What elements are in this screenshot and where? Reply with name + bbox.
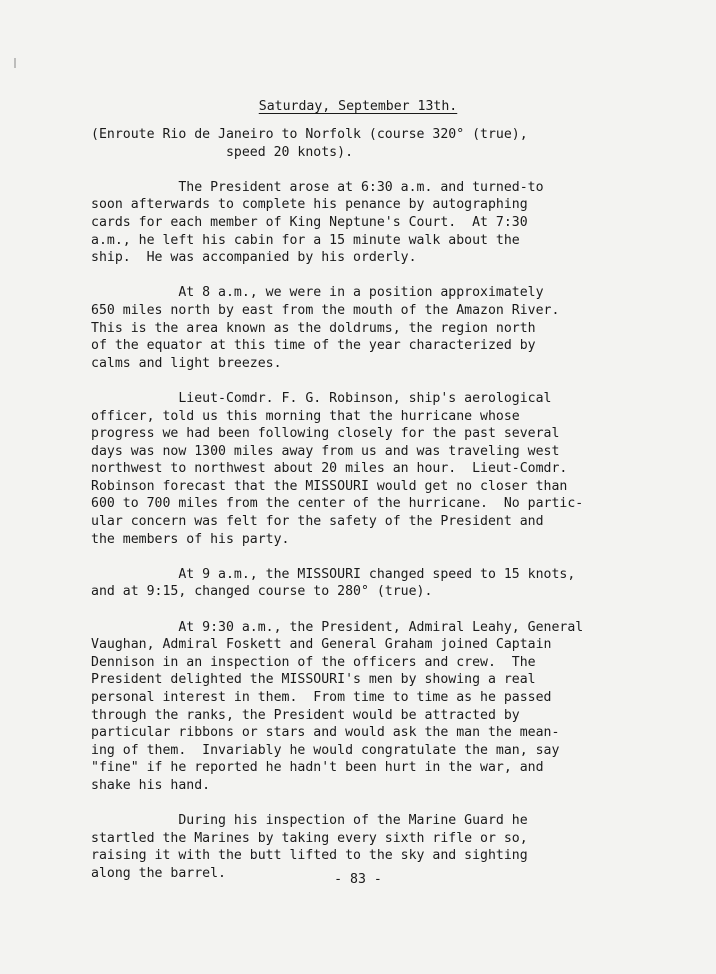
text-line: and at 9:15, changed course to 280° (true). bbox=[91, 584, 433, 600]
text-line: a.m., he left his cabin for a 15 minute walk about the bbox=[91, 232, 520, 248]
text-line: Robinson forecast that the MISSOURI would get no closer than bbox=[91, 478, 568, 494]
text-line: ing of them. Invariably he would congratulate the man, say bbox=[91, 742, 560, 758]
document-body bbox=[91, 126, 591, 883]
text-line: shake his hand. bbox=[91, 777, 211, 793]
text-line: At 9:30 a.m., the President, Admiral Leahy, General bbox=[91, 619, 584, 635]
text-line: officer, told us this morning that the hurricane whose bbox=[91, 408, 520, 424]
paragraph bbox=[91, 619, 591, 795]
text-line: days was now 1300 miles away from us and was traveling west bbox=[91, 443, 560, 459]
text-line: particular ribbons or stars and would ask the man the mean- bbox=[91, 725, 560, 741]
text-line: ular concern was felt for the safety of the President and bbox=[91, 514, 544, 530]
text-line: During his inspection of the Marine Guard he bbox=[91, 813, 528, 829]
text-line: Lieut-Comdr. F. G. Robinson, ship's aerological bbox=[91, 390, 552, 406]
text-line: President delighted the MISSOURI's men by showing a real bbox=[91, 672, 536, 688]
text-line: At 9 a.m., the MISSOURI changed speed to 15 knots, bbox=[91, 566, 576, 582]
text-line: raising it with the butt lifted to the sky and sighting bbox=[91, 848, 528, 864]
text-line: 650 miles north by east from the mouth of the Amazon River. bbox=[91, 302, 560, 318]
page-title bbox=[0, 99, 716, 114]
text-line: through the ranks, the President would be attracted by bbox=[91, 707, 520, 723]
paragraph bbox=[91, 566, 591, 601]
text-line: cards for each member of King Neptune's Court. At 7:30 bbox=[91, 214, 528, 230]
text-line: startled the Marines by taking every sixth rifle or so, bbox=[91, 830, 528, 846]
text-line: northwest to northwest about 20 miles an hour. Lieut-Comdr. bbox=[91, 461, 568, 477]
text-line: the members of his party. bbox=[91, 531, 290, 547]
paragraph-gap bbox=[91, 795, 591, 813]
text-line: along the barrel. bbox=[91, 865, 226, 881]
paragraph-gap bbox=[91, 161, 591, 179]
text-line: "fine" if he reported he hadn't been hurt in the war, and bbox=[91, 760, 544, 776]
paragraph bbox=[91, 284, 591, 372]
page-number: - 83 - bbox=[334, 872, 382, 887]
text-line: soon afterwards to complete his penance by autographing bbox=[91, 197, 528, 213]
paragraph bbox=[91, 179, 591, 267]
paragraph-gap bbox=[91, 267, 591, 285]
text-line: This is the area known as the doldrums, the region north bbox=[91, 320, 536, 336]
text-line: calms and light breezes. bbox=[91, 355, 282, 371]
text-line: Vaughan, Admiral Foskett and General Graham joined Captain bbox=[91, 637, 552, 653]
text-line: (Enroute Rio de Janeiro to Norfolk (course 320° (true), bbox=[91, 127, 528, 142]
text-line: Dennison in an inspection of the officers and crew. The bbox=[91, 654, 536, 670]
paragraph-gap bbox=[91, 601, 591, 619]
margin-mark bbox=[14, 58, 16, 68]
text-line: 600 to 700 miles from the center of the hurricane. No partic- bbox=[91, 496, 584, 512]
paragraph bbox=[91, 390, 591, 548]
text-line: speed 20 knots). bbox=[91, 144, 354, 160]
text-line: personal interest in them. From time to time as he passed bbox=[91, 690, 552, 705]
text-line: At 8 a.m., we were in a position approximately bbox=[91, 285, 544, 301]
text-line: of the equator at this time of the year characterized by bbox=[91, 338, 536, 354]
text-line: progress we had been following closely for the past several bbox=[91, 426, 560, 442]
page-title-text: Saturday, September 13th. bbox=[258, 99, 458, 114]
paragraph-gap bbox=[91, 548, 591, 566]
paragraph bbox=[91, 126, 591, 161]
paragraph-gap bbox=[91, 372, 591, 390]
text-line: ship. He was accompanied by his orderly. bbox=[91, 250, 417, 266]
text-line: The President arose at 6:30 a.m. and turned-to bbox=[91, 179, 544, 195]
